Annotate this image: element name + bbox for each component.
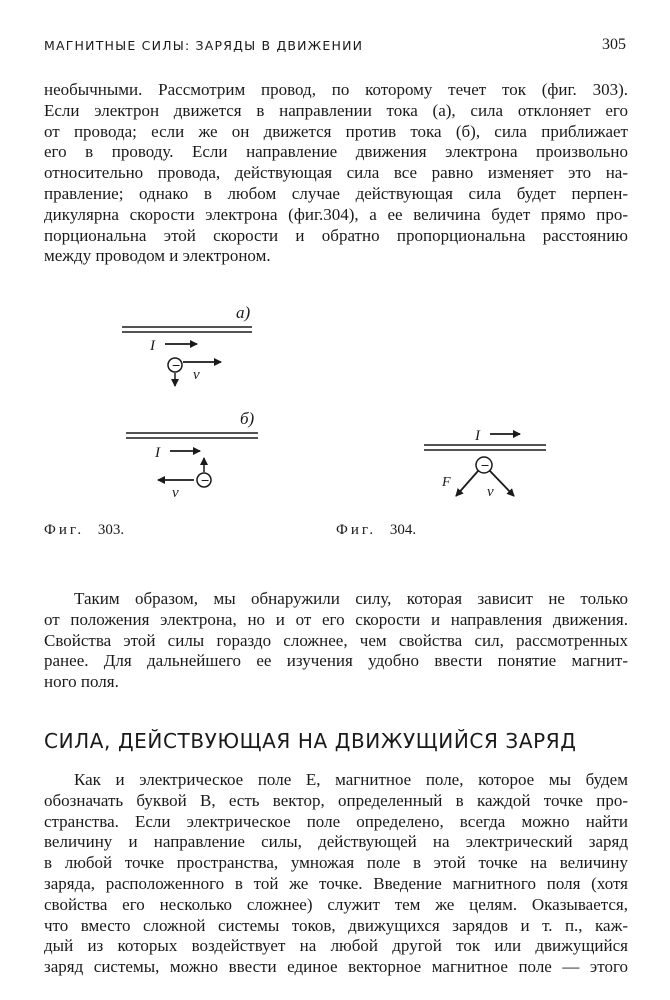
force-arrow [456, 471, 478, 496]
text-line: обозначать буквой B, есть вектор, определенный в каждой точке про- [44, 790, 628, 810]
caption-prefix: Фиг. [336, 522, 377, 538]
charge-symbol: − [171, 359, 181, 372]
text-line: между проводом и электроном. [44, 246, 271, 266]
figure-303-caption [44, 522, 124, 539]
figure-label-a: а) [236, 303, 251, 322]
text-line: заряда, расположенного в той же точке. Введение магнитного поля (хотя [44, 873, 628, 893]
text-line: свойства его несколько сложнее) служит тем же целям. Оказывается, [44, 894, 628, 914]
current-label: I [155, 445, 160, 461]
velocity-label: v [193, 367, 200, 383]
text-line: ранее. Для дальнейшего ее изучения удобно ввести понятие магнит- [44, 651, 628, 671]
text-line: дый из которых воздействует на любой другой ток или движущийся [44, 936, 628, 956]
paragraph-2 [44, 589, 628, 693]
text-line: странства. Если электрическое поле определено, всегда можно найти [44, 811, 628, 831]
section-title: СИЛА, ДЕЙСТВУЮЩАЯ НА ДВИЖУЩИЙСЯ ЗАРЯД [44, 729, 577, 753]
figure-304 [424, 428, 546, 500]
text-line: что вместо сложной системы токов, движущихся зарядов и т. п., каж- [44, 915, 628, 935]
running-title: МАГНИТНЫЕ СИЛЫ: ЗАРЯДЫ В ДВИЖЕНИИ [44, 38, 364, 53]
figure-label-b: б) [240, 409, 255, 428]
text-line: его в проводу. Если направление движения электрона произвольно [44, 142, 628, 162]
figure-303b [126, 409, 258, 501]
text-line: в любой точке пространства, умножая поле в этой точке на величину [44, 853, 628, 873]
text-line: величину и направление силы, действующей на электрический заряд [44, 832, 628, 852]
figure-303a [122, 303, 252, 386]
text-line: дикулярна скорости электрона (фиг.304), а ее величина будет прямо про- [44, 204, 628, 224]
current-label: I [150, 338, 155, 354]
velocity-label: v [172, 485, 179, 501]
figure-304-caption [336, 522, 416, 539]
charge-symbol: − [200, 474, 210, 487]
text-line: ного поля. [44, 672, 119, 692]
text-line: необычными. Рассмотрим провод, по которому течет ток (фиг. 303). [44, 80, 628, 99]
text-line: Если электрон движется в направлении тока (а), сила отклоняет его [44, 100, 628, 120]
current-label: I [475, 428, 480, 444]
text-line: относительно провода, действующая сила все равно изменяет это на- [44, 163, 628, 183]
text-line: правление; однако в любом случае действующая сила будет перпен- [44, 183, 628, 203]
text-line: заряд системы, можно ввести единое векторное магнитное поле — этого [44, 957, 628, 977]
caption-prefix: Фиг. [44, 522, 85, 538]
charge-symbol: − [480, 459, 490, 472]
force-label: F [442, 475, 451, 490]
caption-number: 303. [97, 522, 125, 538]
paragraph-3 [44, 770, 628, 978]
text-line: от провода; если же он движется против тока (б), сила приближает [44, 121, 628, 141]
velocity-label: v [487, 484, 494, 500]
caption-number: 304. [389, 522, 417, 538]
text-line: Свойства этой силы гораздо сложнее, чем свойства сил, рассмотренных [44, 630, 628, 650]
text-line: Таким образом, мы обнаружили силу, которая зависит не только [74, 589, 628, 608]
text-line: порциональна этой скорости и обратно пропорциональна расстоянию [44, 225, 628, 245]
page-number: 305 [602, 36, 626, 53]
text-line: от положения электрона, но и от его скорости и направления движения. [44, 609, 628, 629]
text-line: Как и электрическое поле E, магнитное поле, которое мы будем [74, 770, 628, 789]
